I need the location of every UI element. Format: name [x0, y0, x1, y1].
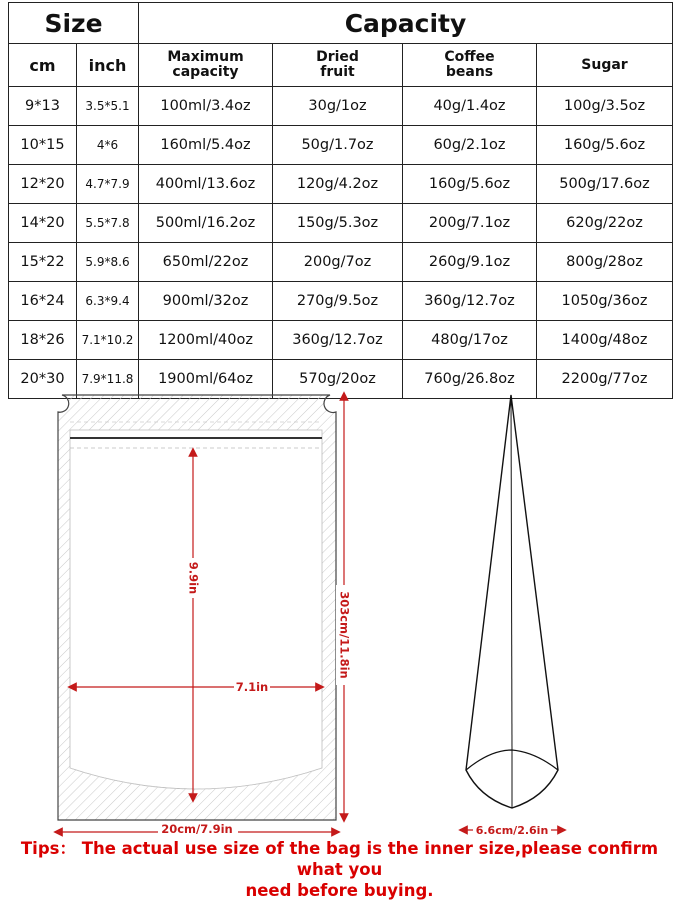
max-capacity-line1: Maximum: [167, 49, 244, 65]
cell-cm: 20*30: [9, 360, 77, 399]
capacity-header: Capacity: [139, 3, 673, 44]
cell-coffee: 200g/7.1oz: [403, 204, 537, 243]
cell-sugar: 800g/28oz: [537, 243, 673, 282]
cell-max: 650ml/22oz: [139, 243, 273, 282]
cell-sugar: 160g/5.6oz: [537, 126, 673, 165]
cell-sugar: 620g/22oz: [537, 204, 673, 243]
cell-cm: 16*24: [9, 282, 77, 321]
cell-cm: 15*22: [9, 243, 77, 282]
max-capacity-column-header: [139, 44, 273, 87]
flat-pouch-drawing: [58, 395, 352, 837]
cell-dried: 360g/12.7oz: [273, 321, 403, 360]
cell-coffee: 160g/5.6oz: [403, 165, 537, 204]
tips-line2: need before buying.: [245, 881, 434, 900]
side-profile-center-line: [511, 395, 512, 750]
cell-sugar: 100g/3.5oz: [537, 87, 673, 126]
cell-max: 160ml/5.4oz: [139, 126, 273, 165]
cell-inch: 4*6: [77, 126, 139, 165]
bag-dimension-diagram: [0, 390, 679, 837]
cell-dried: 50g/1.7oz: [273, 126, 403, 165]
table-row: [9, 282, 673, 321]
cell-max: 500ml/16.2oz: [139, 204, 273, 243]
cell-max: 900ml/32oz: [139, 282, 273, 321]
cell-coffee: 760g/26.8oz: [403, 360, 537, 399]
table-row: [9, 204, 673, 243]
tips-note: [0, 838, 679, 901]
cell-max: 400ml/13.6oz: [139, 165, 273, 204]
cell-sugar: 500g/17.6oz: [537, 165, 673, 204]
gusset-width-label: 6.6cm/2.6in: [475, 824, 549, 837]
cell-sugar: 1400g/48oz: [537, 321, 673, 360]
cell-inch: 7.1*10.2: [77, 321, 139, 360]
cell-inch: 5.5*7.8: [77, 204, 139, 243]
cell-inch: 5.9*8.6: [77, 243, 139, 282]
dried-fruit-column-header: [273, 44, 403, 87]
inner-height-label: 9.9in: [186, 561, 201, 595]
inch-column-header: inch: [77, 44, 139, 87]
outer-height-label: 303cm/11.8in: [337, 591, 352, 679]
cell-inch: 7.9*11.8: [77, 360, 139, 399]
inner-width-label: 7.1in: [235, 680, 269, 694]
coffee-beans-line1: Coffee: [444, 49, 495, 65]
cell-coffee: 60g/2.1oz: [403, 126, 537, 165]
cell-max: 1200ml/40oz: [139, 321, 273, 360]
size-header: Size: [9, 3, 139, 44]
cell-dried: 200g/7oz: [273, 243, 403, 282]
table-row: [9, 126, 673, 165]
cell-coffee: 40g/1.4oz: [403, 87, 537, 126]
cell-cm: 10*15: [9, 126, 77, 165]
size-capacity-table: [8, 2, 673, 399]
cell-cm: 9*13: [9, 87, 77, 126]
table-row: [9, 321, 673, 360]
outer-width-label: 20cm/7.9in: [161, 822, 233, 836]
cell-dried: 120g/4.2oz: [273, 165, 403, 204]
cell-cm: 12*20: [9, 165, 77, 204]
table-row: [9, 243, 673, 282]
cell-coffee: 260g/9.1oz: [403, 243, 537, 282]
cell-cm: 18*26: [9, 321, 77, 360]
coffee-beans-line2: beans: [445, 64, 494, 80]
dried-fruit-line1: Dried: [316, 49, 359, 65]
cell-coffee: 480g/17oz: [403, 321, 537, 360]
max-capacity-line2: capacity: [172, 64, 239, 80]
sugar-column-header: Sugar: [537, 44, 673, 87]
cell-coffee: 360g/12.7oz: [403, 282, 537, 321]
cell-sugar: 1050g/36oz: [537, 282, 673, 321]
cell-sugar: 2200g/77oz: [537, 360, 673, 399]
cell-max: 1900ml/64oz: [139, 360, 273, 399]
side-profile-drawing: [463, 395, 562, 837]
cell-dried: 30g/1oz: [273, 87, 403, 126]
cell-inch: 6.3*9.4: [77, 282, 139, 321]
cell-inch: 4.7*7.9: [77, 165, 139, 204]
cell-dried: 150g/5.3oz: [273, 204, 403, 243]
pouch-inner-area: [70, 430, 322, 789]
table-row: [9, 87, 673, 126]
table-row: [9, 165, 673, 204]
cell-dried: 570g/20oz: [273, 360, 403, 399]
cell-max: 100ml/3.4oz: [139, 87, 273, 126]
cell-inch: 3.5*5.1: [77, 87, 139, 126]
table-body: [9, 87, 673, 399]
cm-column-header: cm: [9, 44, 77, 87]
dried-fruit-line2: fruit: [320, 64, 355, 80]
tips-line1: Tips： The actual use size of the bag is the inner size,please confirm what you: [20, 839, 659, 879]
coffee-beans-column-header: [403, 44, 537, 87]
cell-dried: 270g/9.5oz: [273, 282, 403, 321]
cell-cm: 14*20: [9, 204, 77, 243]
